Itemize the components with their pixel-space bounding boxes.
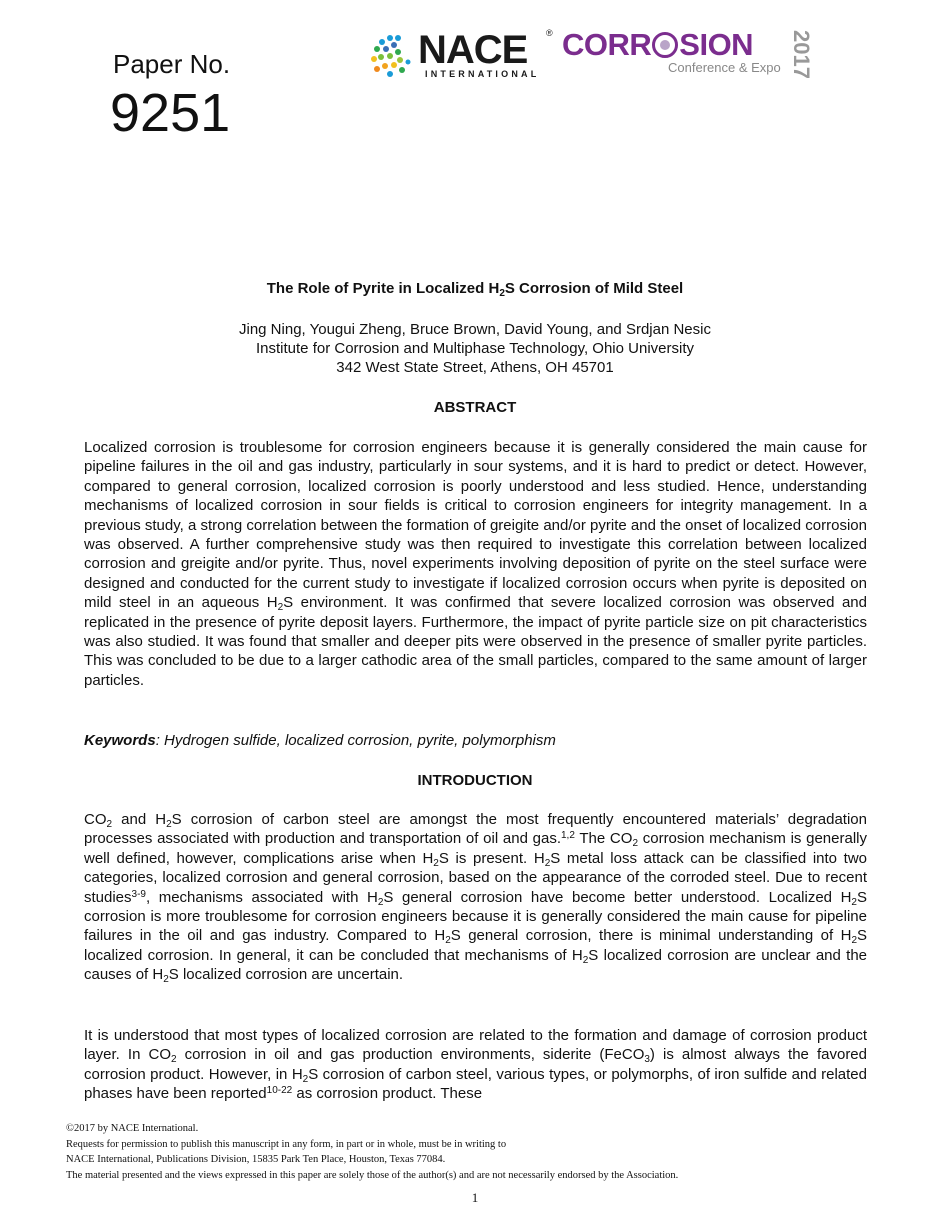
author-block — [80, 320, 870, 377]
author-address: 342 West State Street, Athens, OH 45701 — [336, 359, 614, 376]
nace-globe-icon — [368, 32, 414, 78]
footer-disclaimer: The material presented and the views expressed in this paper are solely those of the author(s) and are not necessarily endorsed by the Association. — [66, 1169, 679, 1181]
abstract-paragraph: Localized corrosion is troublesome for corrosion engineers because it is generally considered the main cause for pipeline failures in the oil and gas industry, particularly in sour systems, and it is hard to predict or detect. However, compared to general corrosion, localized corrosion is poorly understood and less studied. Hence, understanding mechanisms of localized corrosion in sour fields is critical to corrosion engineers for integrity management. In a previous study, a strong correlation between the formation of greigite and/or pyrite and the onset of localized corrosion was observed. A further comprehensive study was then required to investigate this correlation between localized corrosion and greigite and/or pyrite. Thus, novel experiments involving deposition of pyrite on the steel surface were designed and conducted for the current study to investigate if localized corrosion occurs when pyrite is deposited on mild steel in an aqueous $H_2S$ environment. It was confirmed that severe localized corrosion was observed and replicated in the presence of pyrite deposit layers. Furthermore, the impact of pyrite particle size on pit characteristics was also studied. It was found that smaller and deeper pits were observed in the presence of smaller pyrite particles. This was concluded to be due to a larger cathodic area of the small particles, compared to the same amount of larger particles. — [84, 439, 867, 689]
keywords-label: Keywords — [84, 732, 156, 749]
footer-copyright: ©2017 by NACE International. — [66, 1123, 199, 1134]
footer-permission: Requests for permission to publish this manuscript in any form, in part or in whole, must be in writing to — [66, 1138, 507, 1150]
introduction-heading: INTRODUCTION — [417, 772, 533, 789]
author-institute: Institute for Corrosion and Multiphase Technology, Ohio University — [256, 340, 694, 357]
nace-subtitle: INTERNATIONAL — [425, 69, 540, 79]
conference-year: 2017 — [789, 30, 814, 79]
corrosion-wordmark-part1: CORR — [562, 27, 652, 62]
footer-address: NACE International, Publications Division, 15835 Park Ten Place, Houston, Texas 77084. — [66, 1154, 446, 1166]
conference-subtitle: Conference & Expo — [668, 60, 781, 75]
abstract-heading: ABSTRACT — [433, 399, 517, 416]
nace-logo — [368, 28, 558, 84]
paper-number-label: Paper No. — [113, 49, 231, 79]
copyright-footer — [66, 1121, 886, 1183]
paper-number: 9251 — [110, 83, 231, 143]
introduction-paragraph-2: It is understood that most types of localized corrosion are related to the formation and damage of corrosion product layer. In $CO_2$ corrosion in oil and gas production environments, siderite (FeCO$_3$) is almost always the favored corrosion product. However, in $H_2S$ corrosion of carbon steel, various types, or polymorphs, of iron sulfide and related phases have been reported$^{10-22}$ as corrosion product. These — [84, 1027, 867, 1103]
corrosion-wordmark — [562, 28, 753, 62]
corrosion-wordmark-part2: SION — [679, 27, 754, 62]
corrosion-o-emblem-icon — [652, 32, 678, 58]
page-number: 1 — [471, 1190, 479, 1205]
author-names: Jing Ning, Yougui Zheng, Bruce Brown, David Young, and Srdjan Nesic — [239, 321, 711, 338]
corrosion-conference-logo — [562, 28, 826, 82]
keywords — [84, 731, 556, 751]
keywords-text: : Hydrogen sulfide, localized corrosion, pyrite, polymorphism — [155, 732, 556, 749]
nace-wordmark: NACE — [418, 28, 528, 72]
registered-mark: ® — [546, 28, 553, 38]
introduction-paragraph-1: $CO_2$ and $H_2S$ corrosion of carbon steel are amongst the most frequently encountered materials’ degradation processes associated with production and transportation of oil and gas.$^{1,2}$ The $CO_2$ corrosion mechanism is generally well defined, however, complications arise when $H_2S$ is present. $H_2S$ metal loss attack can be classified into two categories, localized corrosion and general corrosion, based on the appearance of the corroded steel. Due to recent studies$^{3-9}$, mechanisms associated with $H_2S$ general corrosion have become better understood. Localized $H_2S$ corrosion is more troublesome for corrosion engineers because it is generally considered the main cause for pipeline failures in the oil and gas industry. Compared to $H_2S$ general corrosion, there is minimal understanding of $H_2S$ localized corrosion. In general, it can be concluded that mechanisms of $H_2S$ localized corrosion are unclear and the causes of $H_2S$ localized corrosion are uncertain. — [84, 811, 868, 986]
paper-title: The Role of Pyrite in Localized $H_2S$ Corrosion of Mild Steel — [266, 280, 684, 299]
